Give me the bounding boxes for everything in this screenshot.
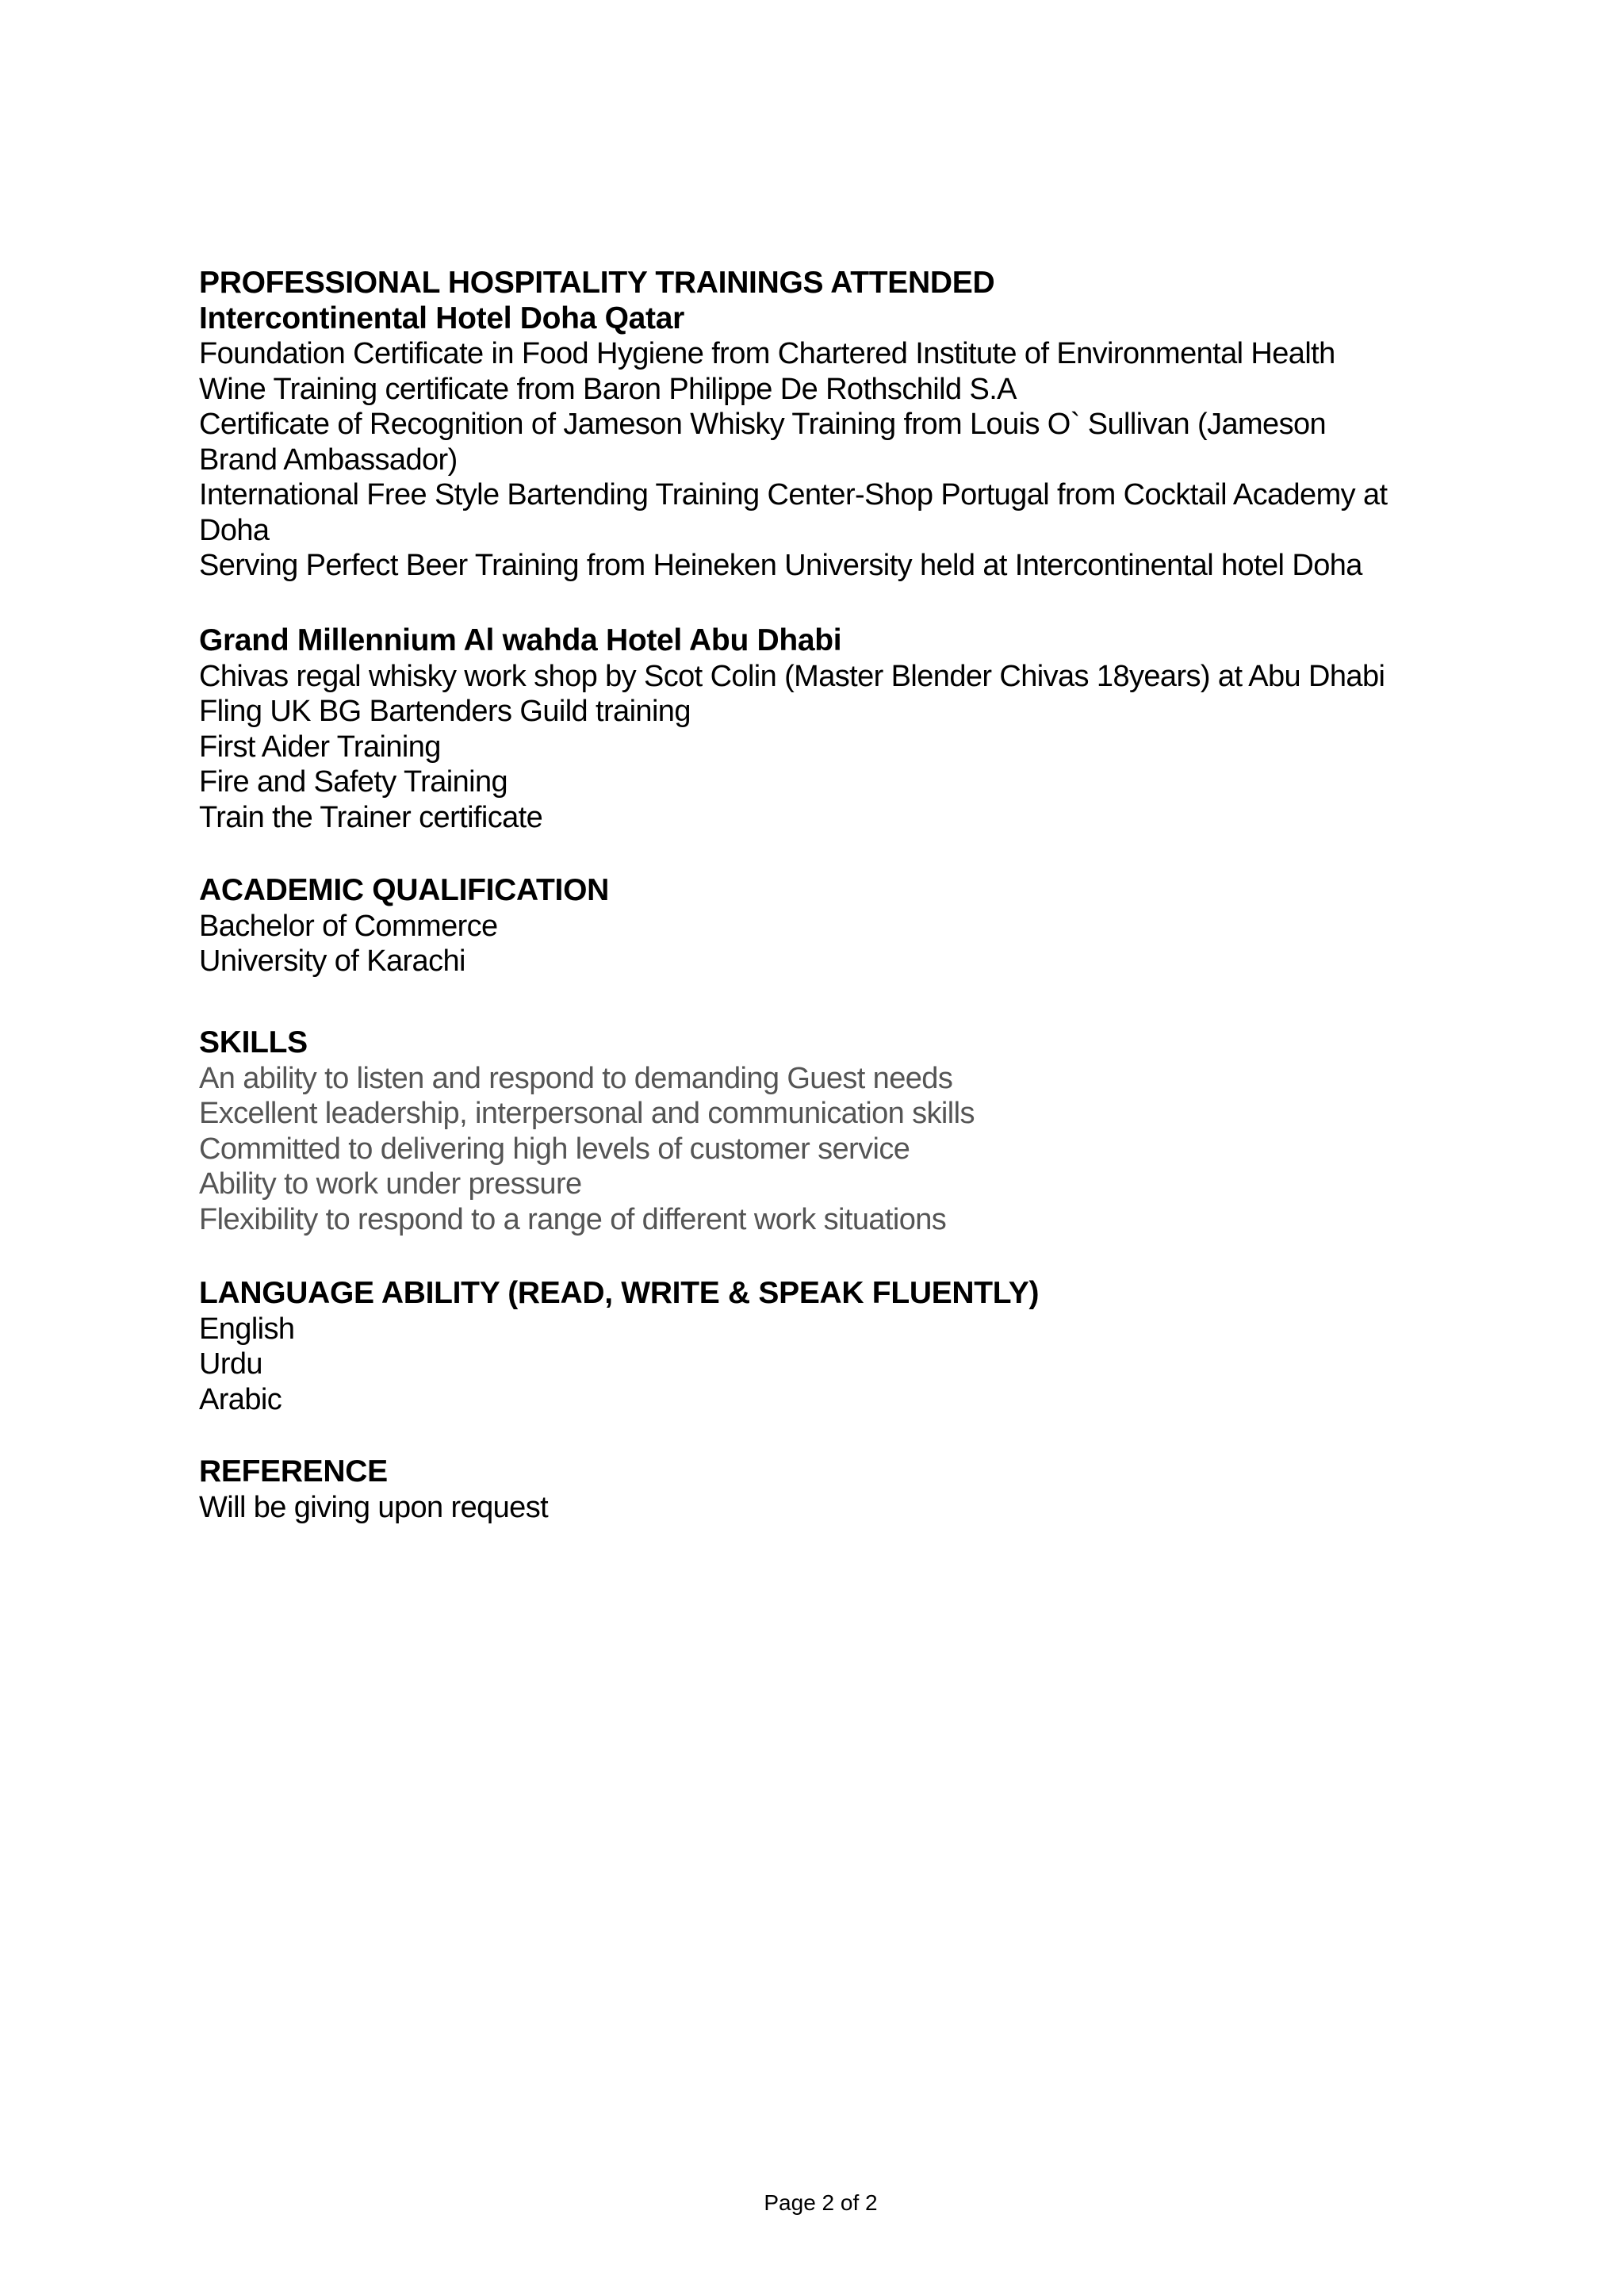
list-item: Chivas regal whisky work shop by Scot Colin (Master Blender Chivas 18years) at Abu Dhabi: [199, 659, 1385, 693]
list-item: University of Karachi: [199, 944, 465, 978]
section-heading: SKILLS: [199, 1025, 308, 1059]
list-item: First Aider Training: [199, 730, 441, 764]
list-item: Arabic: [199, 1382, 282, 1416]
list-item: Will be giving upon request: [199, 1490, 549, 1524]
list-item: Serving Perfect Beer Training from Heineken University held at Intercontinental hotel Doha: [199, 549, 1362, 582]
list-item: Bachelor of Commerce: [199, 909, 498, 943]
list-item: Train the Trainer certificate: [199, 800, 543, 834]
academic-section: [199, 873, 1468, 979]
list-item: Committed to delivering high levels of customer service: [199, 1132, 910, 1166]
list-item: Fling UK BG Bartenders Guild training: [199, 695, 691, 728]
list-item: Wine Training certificate from Baron Philippe De Rothschild S.A: [199, 372, 1017, 406]
subsection-heading: Grand Millennium Al wahda Hotel Abu Dhabi: [199, 623, 842, 657]
trainings-section: [199, 266, 1468, 584]
list-item: Foundation Certificate in Food Hygiene from Chartered Institute of Environmental Health: [199, 337, 1335, 370]
list-item: International Free Style Bartending Training Center-Shop Portugal from Cocktail Academy at: [199, 478, 1388, 511]
list-item: Fire and Safety Training: [199, 765, 508, 799]
list-item: Urdu: [199, 1347, 262, 1381]
list-item: Excellent leadership, interpersonal and communication skills: [199, 1097, 975, 1130]
list-item: English: [199, 1312, 295, 1346]
list-item: Brand Ambassador): [199, 443, 458, 477]
page-number: Page 2 of 2: [764, 2190, 878, 2215]
section-heading: ACADEMIC QUALIFICATION: [199, 873, 609, 907]
subsection-heading: Intercontinental Hotel Doha Qatar: [199, 301, 685, 335]
list-item: An ability to listen and respond to demanding Guest needs: [199, 1061, 953, 1095]
section-heading: LANGUAGE ABILITY (READ, WRITE & SPEAK FLUENTLY): [199, 1276, 1040, 1310]
reference-section: [199, 1454, 1468, 1525]
section-heading: REFERENCE: [199, 1454, 388, 1488]
section-heading: PROFESSIONAL HOSPITALITY TRAININGS ATTENDED: [199, 266, 995, 300]
languages-section: [199, 1276, 1468, 1417]
list-item: Doha: [199, 513, 270, 547]
list-item: Flexibility to respond to a range of different work situations: [199, 1202, 947, 1236]
skills-section: [199, 1025, 1468, 1237]
grand-millennium-section: [199, 623, 1468, 835]
list-item: Certificate of Recognition of Jameson Whisky Training from Louis O` Sullivan (Jameson: [199, 408, 1327, 441]
list-item: Ability to work under pressure: [199, 1167, 582, 1201]
